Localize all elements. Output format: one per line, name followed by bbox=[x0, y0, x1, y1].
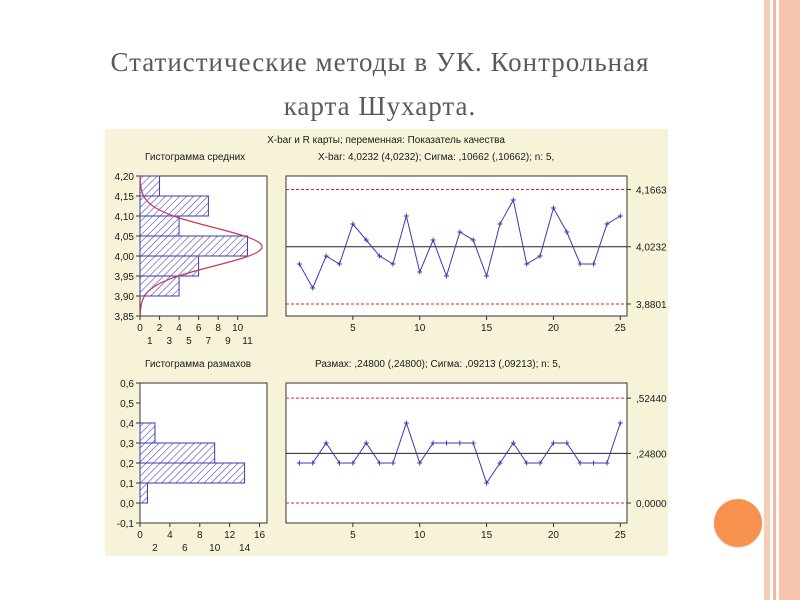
x-tick-label: 14 bbox=[239, 543, 251, 554]
control-chart-panel bbox=[105, 129, 668, 556]
y-tick-label: 4,00 bbox=[114, 252, 134, 263]
y-tick-label: 4,10 bbox=[114, 212, 134, 223]
center-label: 4,0232 bbox=[636, 242, 667, 254]
y-tick-label: 3,90 bbox=[114, 292, 134, 303]
x-tick-label: 5 bbox=[350, 323, 356, 334]
x-tick-label: 0 bbox=[137, 530, 143, 541]
y-tick-label: 3,95 bbox=[114, 272, 134, 283]
y-tick-label: 0,3 bbox=[120, 439, 134, 450]
x-tick-label: 3 bbox=[166, 336, 173, 347]
histogram-bar bbox=[140, 196, 208, 216]
x-tick-label: 1 bbox=[146, 336, 153, 347]
slide-title-line2: карта Шухарта. bbox=[283, 91, 477, 121]
x-tick-label: 25 bbox=[614, 323, 626, 334]
x-tick-label: 12 bbox=[224, 530, 236, 541]
y-tick-label: 0,2 bbox=[120, 459, 134, 470]
ranges-histogram-title: Гистограмма размахов bbox=[145, 359, 252, 370]
x-tick-label: 10 bbox=[414, 530, 426, 541]
y-tick-label: 0,1 bbox=[120, 479, 134, 490]
y-tick-label: -0,1 bbox=[116, 519, 134, 530]
xbar-plot bbox=[286, 176, 627, 316]
y-tick-label: 4,05 bbox=[114, 232, 134, 243]
control-chart-svg bbox=[105, 129, 668, 556]
x-tick-label: 15 bbox=[481, 530, 493, 541]
x-tick-label: 16 bbox=[253, 530, 266, 541]
x-tick-label: 4 bbox=[176, 323, 182, 334]
x-tick-label: 7 bbox=[205, 336, 212, 347]
y-tick-label: 0,4 bbox=[120, 419, 134, 430]
x-tick-label: 8 bbox=[196, 530, 203, 541]
x-tick-label: 11 bbox=[242, 336, 253, 347]
histogram-bar bbox=[140, 423, 155, 443]
r-subtitle: Размах: ,24800 (,24800); Сигма: ,09213 (,09213); n: 5, bbox=[315, 359, 561, 370]
x-tick-label: 9 bbox=[225, 336, 231, 347]
x-tick-label: 5 bbox=[350, 530, 356, 541]
center-label: ,24800 bbox=[636, 449, 667, 461]
ucl-label: 4,1663 bbox=[636, 185, 667, 197]
x-tick-label: 0 bbox=[137, 323, 143, 334]
y-tick-label: 0,6 bbox=[120, 379, 134, 390]
decorative-side-band bbox=[764, 0, 800, 600]
histogram-bar bbox=[140, 443, 215, 463]
x-tick-label: 5 bbox=[186, 336, 192, 347]
histogram-bar bbox=[140, 216, 179, 236]
xbar-subtitle: X-bar: 4,0232 (4,0232); Сигма: ,10662 (,10662); n: 5, bbox=[318, 152, 555, 163]
x-tick-label: 10 bbox=[209, 543, 221, 554]
x-tick-label: 10 bbox=[232, 323, 244, 334]
x-tick-label: 2 bbox=[156, 323, 163, 334]
lcl-label: 0,0000 bbox=[636, 499, 667, 510]
orange-circle-icon bbox=[714, 499, 762, 547]
slide-title bbox=[40, 40, 720, 128]
y-tick-label: 0,5 bbox=[120, 399, 134, 410]
lcl-label: 3,8801 bbox=[636, 299, 667, 311]
means-histogram-title: Гистограмма средних bbox=[145, 152, 246, 163]
ucl-label: ,52440 bbox=[636, 394, 667, 406]
x-tick-label: 8 bbox=[215, 323, 221, 334]
y-tick-label: 0,0 bbox=[120, 499, 134, 510]
x-tick-label: 25 bbox=[614, 530, 626, 541]
x-tick-label: 15 bbox=[481, 323, 493, 334]
histogram-bar bbox=[140, 236, 247, 256]
y-tick-label: 3,85 bbox=[114, 312, 134, 323]
histogram-bar bbox=[140, 463, 245, 483]
x-tick-label: 6 bbox=[195, 323, 202, 334]
x-tick-label: 4 bbox=[167, 530, 173, 541]
histogram-bar bbox=[140, 483, 147, 503]
slide-title-line1: Статистические методы в УК. Контрольная bbox=[110, 47, 650, 77]
x-tick-label: 20 bbox=[547, 323, 560, 334]
y-tick-label: 4,15 bbox=[114, 192, 134, 203]
histogram-bar bbox=[140, 276, 179, 296]
y-tick-label: 4,20 bbox=[114, 172, 134, 183]
x-tick-label: 6 bbox=[182, 543, 188, 554]
x-tick-label: 20 bbox=[547, 530, 560, 541]
x-tick-label: 10 bbox=[414, 323, 426, 334]
x-tick-label: 2 bbox=[152, 543, 158, 554]
chart-title: X-bar и R карты; переменная: Показатель качества bbox=[267, 135, 505, 146]
